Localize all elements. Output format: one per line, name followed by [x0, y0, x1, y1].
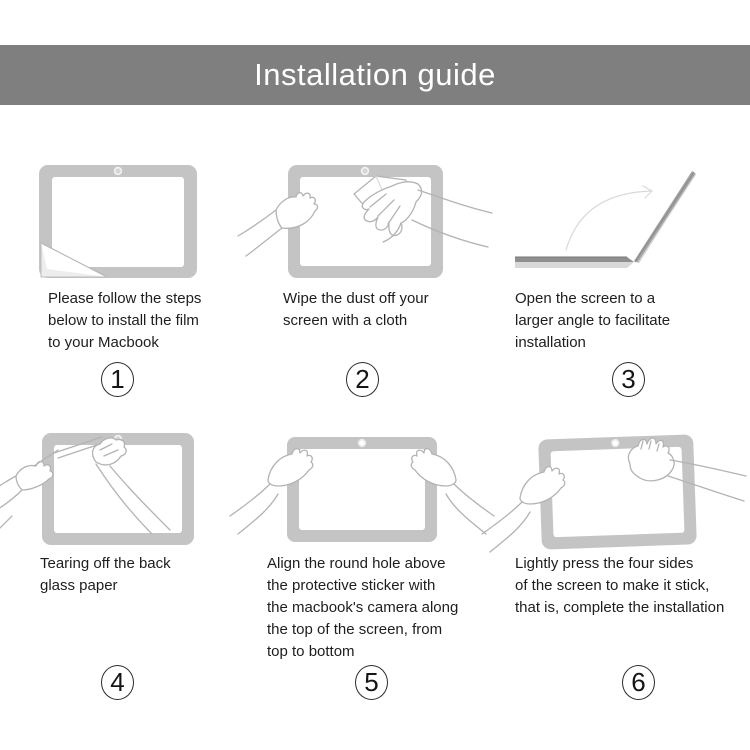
step-number-badge: 6 — [622, 665, 655, 700]
step-1 — [0, 150, 250, 420]
step-number-badge: 5 — [355, 665, 388, 700]
step-caption: Wipe the dust off your screen with a cloth — [283, 290, 429, 329]
wipe-screen-illustration-icon — [250, 150, 500, 285]
camera-dot-icon — [362, 168, 369, 175]
step-caption: Open the screen to a larger angle to facilitate installation — [515, 290, 671, 351]
step-caption: Lightly press the four sides of the screen to make it stick, that is, complete the installation — [515, 555, 725, 616]
step-2 — [250, 150, 500, 420]
open-arc-arrow-icon — [566, 186, 652, 250]
banner — [0, 45, 750, 105]
step-caption: Align the round hole above the protective sticker with the macbook's camera along the top of the screen, from top to bottom — [267, 555, 459, 660]
step-number-badge: 4 — [101, 665, 134, 700]
camera-dot-icon — [359, 440, 366, 447]
film-peel-illustration-icon — [0, 150, 250, 285]
step-4 — [0, 420, 250, 750]
step-number-badge: 1 — [101, 362, 134, 397]
laptop-screen-icon — [634, 171, 696, 263]
step-number-badge: 3 — [612, 362, 645, 397]
step-5 — [250, 420, 500, 750]
camera-dot-icon — [115, 168, 122, 175]
step-number-badge: 2 — [346, 362, 379, 397]
step-caption: Tearing off the back glass paper — [40, 555, 171, 594]
step-3 — [500, 150, 750, 420]
open-laptop-illustration-icon — [500, 150, 750, 285]
step-6 — [500, 420, 750, 750]
step-caption: Please follow the steps below to install the film to your Macbook — [48, 290, 202, 351]
laptop-base-icon — [515, 257, 634, 268]
camera-dot-icon — [612, 440, 619, 447]
page-title: Installation guide — [254, 57, 496, 92]
